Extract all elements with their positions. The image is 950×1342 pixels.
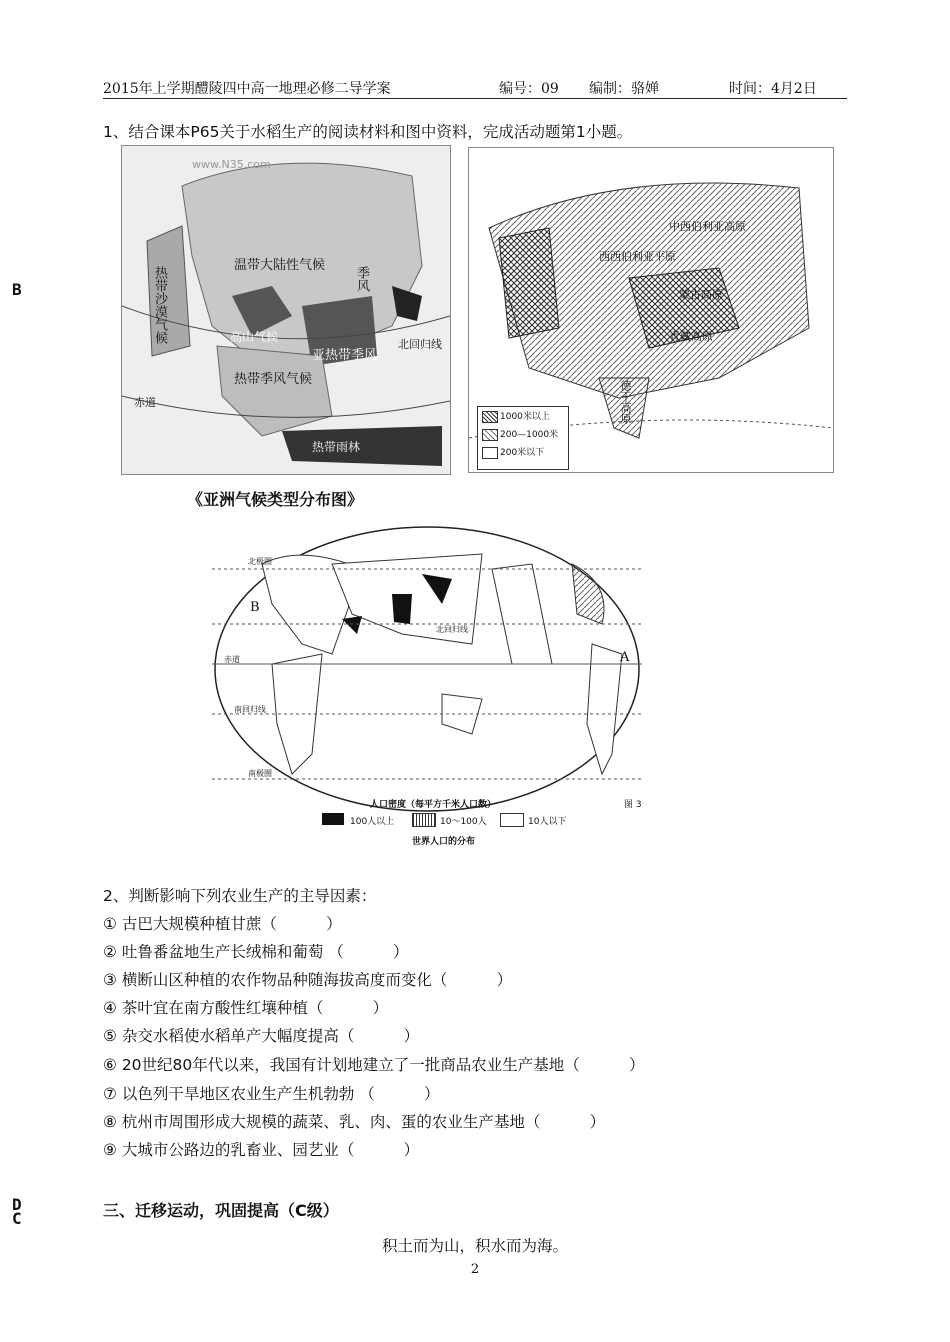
label-temperate-continental: 温带大陆性气候 bbox=[234, 258, 326, 273]
item-6: ⑥ 20世纪80年代以来，我国有计划地建立了一批商品农业生产基地（ ） bbox=[103, 1056, 645, 1074]
label-equator-world: 赤道 bbox=[224, 655, 240, 664]
label-west-siberia: 西西伯利亚平原 bbox=[599, 250, 676, 263]
item-3: ③ 横断山区种植的农作物品种随海拔高度而变化（ ） bbox=[103, 971, 513, 989]
point-b: B bbox=[250, 600, 260, 615]
legend-mid: 200—1000米 bbox=[500, 430, 559, 440]
terrain-legend bbox=[477, 406, 569, 470]
label-tibet: 青藏高原 bbox=[669, 330, 713, 343]
asia-terrain-map bbox=[468, 147, 834, 473]
world-legend-title: 人口密度（每平方千米人口数） bbox=[370, 800, 497, 810]
item-9: ⑨ 大城市公路边的乳畜业、园艺业（ ） bbox=[103, 1141, 420, 1159]
margin-mark-b: B bbox=[12, 280, 22, 299]
header-date: 时间：4月2日 bbox=[729, 81, 817, 97]
label-tropic-cancer: 北回归线 bbox=[398, 338, 442, 351]
margin-mark-d: D bbox=[12, 1195, 22, 1214]
label-tropic-capricorn: 南回归线 bbox=[234, 705, 266, 714]
legend-swatch-sparse bbox=[500, 813, 524, 827]
header-editor: 编制：骆婵 bbox=[589, 81, 659, 97]
page-number: 2 bbox=[470, 1262, 480, 1277]
point-a: A bbox=[620, 650, 630, 665]
label-deccan: 德干高原 bbox=[619, 380, 632, 424]
label-equator: 赤道 bbox=[134, 396, 156, 409]
label-antarctic-circle: 南极圈 bbox=[248, 769, 272, 778]
item-7: ⑦ 以色列干旱地区农业生产生机勃勃 （ ） bbox=[103, 1085, 440, 1103]
world-population-map bbox=[212, 524, 642, 814]
climate-map-caption: 《亚洲气候类型分布图》 bbox=[187, 490, 364, 509]
motto: 积土而为山，积水而为海。 bbox=[381, 1237, 568, 1255]
legend-medium: 10～100人 bbox=[440, 817, 487, 827]
margin-mark-c: C bbox=[12, 1209, 22, 1228]
label-tropic-cancer-world: 北回归线 bbox=[436, 625, 468, 634]
label-tropical-rainforest: 热带雨林 bbox=[312, 440, 361, 454]
legend-swatch-high bbox=[482, 411, 498, 423]
label-tropical-desert: 热带沙漠气候 bbox=[152, 266, 167, 344]
label-tropical-monsoon: 热带季风气候 bbox=[234, 372, 313, 387]
legend-high: 1000米以上 bbox=[500, 412, 550, 422]
header-course: 2015年上学期醴陵四中高一地理必修二导学案 bbox=[103, 81, 391, 97]
question-2: 2、判断影响下列农业生产的主导因素： bbox=[103, 887, 377, 905]
header-number: 编号：09 bbox=[499, 81, 559, 97]
legend-swatch-dense bbox=[322, 813, 344, 825]
item-1: ① 古巴大规模种植甘蔗（ ） bbox=[103, 915, 342, 933]
watermark: www.N35.com bbox=[192, 158, 271, 171]
legend-swatch-mid bbox=[482, 429, 498, 441]
label-arctic-circle: 北极圈 bbox=[248, 557, 272, 566]
item-5: ⑤ 杂交水稻使水稻单产大幅度提高（ ） bbox=[103, 1027, 420, 1045]
question-1: 1、结合课本P65关于水稻生产的阅读材料和图中资料，完成活动题第1小题。 bbox=[103, 123, 633, 141]
item-4: ④ 茶叶宜在南方酸性红壤种植（ ） bbox=[103, 999, 389, 1017]
asia-climate-map bbox=[121, 145, 451, 475]
legend-sparse: 10人以下 bbox=[528, 817, 567, 827]
world-map-caption: 世界人口的分布 bbox=[412, 837, 476, 847]
page-header bbox=[103, 76, 847, 99]
legend-swatch-low bbox=[482, 447, 498, 459]
legend-low: 200米以下 bbox=[500, 448, 545, 458]
section-3-title: 三、迁移运动，巩固提高（C级） bbox=[103, 1201, 339, 1220]
legend-swatch-medium bbox=[412, 813, 436, 827]
label-central-siberia: 中西伯利亚高原 bbox=[669, 220, 746, 233]
label-mongolia: 蒙古高原 bbox=[679, 288, 723, 301]
legend-dense: 100人以上 bbox=[350, 817, 395, 827]
item-8: ⑧ 杭州市周围形成大规模的蔬菜、乳、肉、蛋的农业生产基地（ ） bbox=[103, 1113, 606, 1131]
world-fig-label: 图 3 bbox=[624, 800, 642, 810]
label-temperate-monsoon: 季风 bbox=[354, 266, 369, 292]
label-highland: 高山气候 bbox=[230, 330, 279, 344]
item-2: ② 吐鲁番盆地生产长绒棉和葡萄 （ ） bbox=[103, 943, 409, 961]
label-subtropical-monsoon: 亚热带季风 bbox=[312, 348, 378, 363]
